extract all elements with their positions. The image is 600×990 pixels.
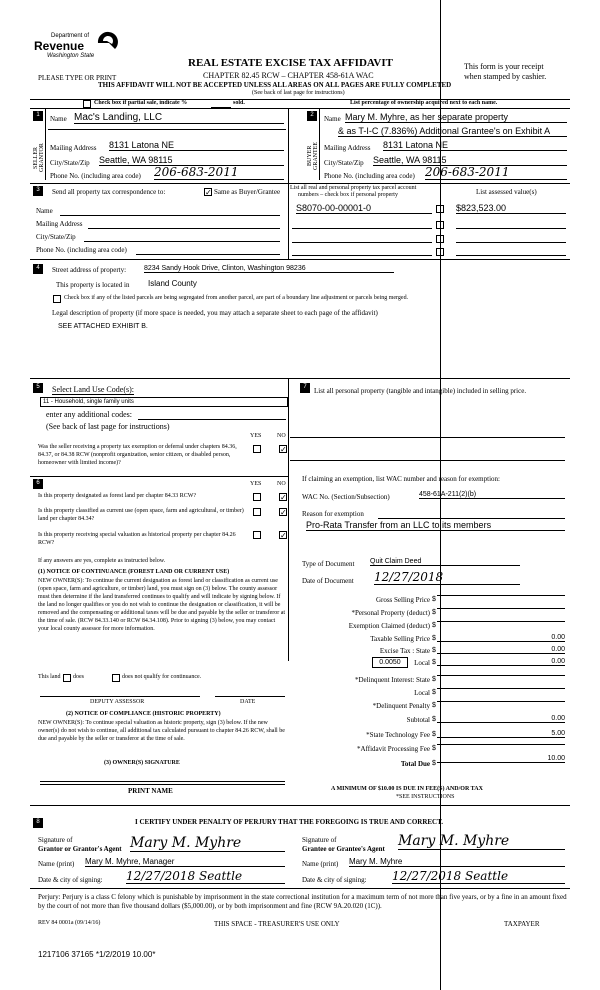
form-warning: THIS AFFIDAVIT WILL NOT BE ACCEPTED UNLESS ALL AREAS ON ALL PAGES ARE FULLY COMPLETED	[98, 81, 452, 89]
dor-logo-icon	[95, 28, 121, 54]
seller-mailing[interactable]: 8131 Latona NE	[109, 140, 284, 151]
fee-row-label: *Affidavit Processing Fee	[357, 745, 430, 753]
fee-dollar-sign: $	[432, 676, 436, 683]
partial-sale-checkbox[interactable]	[83, 100, 91, 108]
notice2-title: (2) NOTICE OF COMPLIANCE (HISTORIC PROPERTY)	[66, 711, 221, 717]
parcel-number[interactable]: S8070-00-00001-0	[296, 203, 432, 214]
fee-row-label: Local	[414, 689, 430, 697]
name-grantee-label: Name (print)	[302, 860, 339, 868]
land-does-not-label: does not qualify for continuance.	[122, 674, 202, 680]
wac-number[interactable]: 458-61A-211(2)(b)	[419, 491, 565, 499]
s1-city-label: City/State/Zip	[50, 159, 90, 167]
grantor-print-name[interactable]: Mary M. Myhre, Manager	[85, 857, 285, 867]
fee-dollar-sign: $	[432, 635, 436, 642]
s6-if-any: If any answers are yes, complete as instructed below.	[38, 558, 166, 564]
section-7-number: 7	[300, 383, 310, 393]
s2-city-label: City/State/Zip	[324, 159, 364, 167]
fee-dollar-sign: $	[432, 609, 436, 616]
fee-dollar-sign: $	[432, 745, 436, 752]
dept-state: Washington State	[47, 53, 95, 59]
s5-question-1: Was the seller receiving a property tax exemption or deferral under chapters 84.36, 84.37, or 84.38 RCW (nonprofit organization, senior citizen, or disabled person, homeowner with limited income)?	[38, 444, 237, 466]
fee-row-label: Subtotal	[406, 716, 430, 724]
seller-phone[interactable]: 206-683-2011	[154, 165, 284, 180]
fee-row-value[interactable]: 5.00	[437, 730, 565, 738]
legal-value[interactable]: SEE ATTACHED EXHIBIT B.	[58, 323, 148, 330]
legal-label: Legal description of property (if more space is needed, you may attach a separate sheet to each page of the affidavit)	[52, 309, 378, 317]
buyer-phone[interactable]: 206-683-2011	[425, 165, 567, 180]
fee-dollar-sign: $	[432, 760, 436, 767]
fee-row-value[interactable]: 10.00	[437, 755, 565, 763]
fee-dollar-sign: $	[432, 647, 436, 654]
notice2-text: NEW OWNER(S): To continue special valuation as historic property, sign (3) below. If the new owner(s) do not wish to continue, all additional tax calculated pursuant to chapter 84.26 RCW, shall be due and payable by the seller or transferor at the time of sale.	[38, 720, 285, 742]
fee-row-label: Gross Selling Price	[375, 596, 430, 604]
see-instructions: *SEE INSTRUCTIONS	[396, 794, 455, 800]
sold-label: sold.	[233, 100, 245, 106]
assessed-value[interactable]: $823,523.00	[456, 203, 566, 214]
fee-row-value[interactable]	[437, 701, 565, 702]
doc-type[interactable]: Quit Claim Deed	[370, 558, 520, 566]
street-address[interactable]: 8234 Sandy Hook Drive, Clinton, Washington 98236	[144, 265, 394, 273]
section-1-number: 1	[33, 111, 43, 121]
s5-q1-yes[interactable]	[253, 445, 261, 453]
fee-row-label: Excise Tax : State	[379, 647, 430, 655]
same-as-buyer-label: Same as Buyer/Grantee	[214, 188, 281, 196]
date-grantor-label: Date & city of signing:	[38, 876, 103, 884]
fee-row-value[interactable]	[437, 608, 565, 609]
fee-row-value[interactable]	[437, 675, 565, 676]
wac-label: WAC No. (Section/Subsection)	[302, 493, 390, 501]
grantor-signature[interactable]: Mary M. Myhre	[130, 835, 285, 852]
fee-row-label: Taxable Selling Price	[370, 635, 430, 643]
buyer-side-label: BUYER GRANTEE	[307, 142, 319, 170]
form-revision: REV 84 0001a (09/14/16)	[38, 920, 101, 926]
s6-q1-no[interactable]: ✓	[280, 493, 287, 502]
fee-dollar-sign: $	[432, 689, 436, 696]
fee-row-value[interactable]	[437, 688, 565, 689]
fee-row-value[interactable]: 0.00	[437, 658, 565, 666]
dept-line1: Department of	[51, 33, 90, 39]
fee-row-label: Exemption Claimed (deduct)	[348, 622, 430, 630]
s1-phone-label: Phone No. (including area code)	[50, 172, 141, 180]
fee-row-value[interactable]: 0.00	[437, 634, 565, 642]
fee-dollar-sign: $	[432, 716, 436, 723]
fee-row-value[interactable]	[437, 744, 565, 745]
partial-sale-label: Check box if partial sale, indicate %	[94, 100, 188, 106]
s6-question-1: Is this property designated as forest land per chapter 84.33 RCW?	[38, 493, 197, 499]
fee-row-label: Local	[414, 659, 430, 667]
s2-name-label: Name	[324, 115, 341, 123]
fee-row-value[interactable]	[437, 595, 565, 596]
s5-see-back: (See back of last page for instructions)	[46, 422, 170, 431]
fee-row-label: *Personal Property (deduct)	[351, 609, 430, 617]
s2-phone-label: Phone No. (including area code)	[324, 172, 415, 180]
sig-grantee-label-1: Signature of	[302, 836, 337, 844]
seller-name[interactable]: Mac's Landing, LLC	[74, 112, 284, 124]
dept-revenue: Revenue	[34, 39, 85, 53]
s6-q2-yes[interactable]	[253, 508, 261, 516]
fee-dollar-sign: $	[432, 622, 436, 629]
county-value[interactable]: Island County	[148, 279, 197, 288]
local-rate[interactable]: 0.0050	[372, 657, 408, 668]
fee-row-value[interactable]	[437, 621, 565, 622]
fee-row-label: *State Technology Fee	[366, 731, 430, 739]
s6-question-2: Is this property classified as current use (open space, farm and agricultural, or timber) land per chapter 84.34?	[38, 508, 244, 522]
s2-mail-label: Mailing Address	[324, 144, 371, 152]
notice1-text: NEW OWNER(S): To continue the current designation as forest land or classification as current use (open space, farm and agriculture, or timber) land, you must sign on (3) below. The county assessor must then determine if the land transferred continues to qualify and will indicate by signing below. If the land no longer qualifies or you do not wish to continue the designation or classification, it will be removed and the compensating or additional taxes will be due and payable by the seller or transferor at the time of sale. (RCW 84.33.140 or RCW 84.34.108). Prior to signing (3) below, you may contact your local county assessor for more information.	[38, 578, 286, 632]
section-2-number: 2	[307, 111, 317, 121]
section-4-number: 4	[33, 264, 43, 274]
owner-signature: (3) OWNER(S) SIGNATURE	[104, 760, 180, 766]
taxpayer-label: TAXPAYER	[504, 920, 540, 928]
this-land-label: This land	[38, 674, 61, 680]
buyer-city[interactable]: Seattle, WA 98115	[373, 155, 567, 166]
land-use-label: Select Land Use Code(s):	[52, 385, 134, 394]
s1-mail-label: Mailing Address	[50, 144, 97, 152]
doc-date-label: Date of Document	[302, 577, 354, 585]
receipt-1: This form is your receipt	[464, 62, 544, 71]
sig-grantee-label-2: Grantee or Grantee's Agent	[302, 845, 385, 853]
fee-row-label: *Delinquent Interest: State	[354, 676, 430, 684]
s3-mail-label: Mailing Address	[36, 220, 83, 228]
minimum-due: A MINIMUM OF $10.00 IS DUE IN FEE(S) AND/OR TAX	[331, 786, 483, 792]
land-does-not-checkbox[interactable]	[112, 674, 120, 682]
segregate-checkbox[interactable]	[53, 295, 61, 303]
assessed-head: List assessed value(s)	[476, 188, 537, 196]
buyer-name-2[interactable]: & as T-I-C (7.836%) Additional Grantee's on Exhibit A	[338, 126, 567, 137]
county-label: This property is located in	[56, 281, 130, 289]
sig-grantor-label-1: Signature of	[38, 836, 73, 844]
s1-name-label: Name	[50, 115, 67, 123]
print-name: PRINT NAME	[128, 787, 173, 795]
fee-row-value[interactable]: 0.00	[437, 715, 565, 723]
s6-yes: YES	[250, 481, 262, 487]
fee-dollar-sign: $	[432, 659, 436, 666]
treasurer-use: THIS SPACE - TREASURER'S USE ONLY	[214, 920, 340, 928]
name-grantor-label: Name (print)	[38, 860, 75, 868]
form-title: REAL ESTATE EXCISE TAX AFFIDAVIT	[188, 57, 393, 69]
grantee-signature[interactable]: Mary M. Myhre	[398, 833, 565, 850]
seller-city[interactable]: Seattle, WA 98115	[99, 155, 284, 166]
doc-type-label: Type of Document	[302, 560, 355, 568]
s6-q3-no[interactable]: ✓	[280, 531, 287, 540]
sig-grantor-label-2: Grantor or Grantor's Agent	[38, 845, 122, 853]
deputy-assessor: DEPUTY ASSESSOR	[90, 699, 145, 705]
s6-no: NO	[277, 481, 286, 487]
parcel-head-2: numbers – check box if personal property	[298, 192, 398, 198]
fee-row-label: Total Due	[400, 760, 430, 768]
s3-phone-label: Phone No. (including area code)	[36, 246, 127, 254]
segregate-label: Check box if any of the listed parcels are being segregated from another parcel, are part of a boundary line adjustment or parcels being merged.	[64, 295, 409, 301]
s3-name-label: Name	[36, 207, 53, 215]
street-label: Street address of property:	[52, 266, 127, 274]
grantee-date-city[interactable]: 12/27/2018 Seattle	[392, 869, 565, 884]
personal-property-label: List all personal property (tangible and intangible) included in selling price.	[314, 387, 527, 395]
section-6-number: 6	[33, 479, 43, 489]
s6-q3-yes[interactable]	[253, 531, 261, 539]
parcel-head-1: List all real and personal property tax parcel account	[290, 185, 417, 191]
land-does-label: does	[73, 674, 84, 680]
buyer-name-1[interactable]: Mary M. Myhre, as her separate property	[345, 112, 567, 123]
s6-q1-yes[interactable]	[253, 493, 261, 501]
additional-codes-label: enter any additional codes:	[46, 410, 132, 419]
s3-city-label: City/State/Zip	[36, 233, 76, 241]
date-grantee-label: Date & city of signing:	[302, 876, 367, 884]
buyer-mailing[interactable]: 8131 Latona NE	[383, 140, 567, 151]
deputy-date: DATE	[240, 699, 256, 705]
section-5-number: 5	[33, 383, 43, 393]
doc-date[interactable]: 12/27/2018	[374, 570, 520, 585]
fee-dollar-sign: $	[432, 596, 436, 603]
notice1-title: (1) NOTICE OF CONTINUANCE (FOREST LAND OR CURRENT USE)	[38, 569, 230, 575]
s5-no: NO	[277, 433, 286, 439]
reason-label: Reason for exemption	[302, 510, 364, 518]
land-does-checkbox[interactable]	[63, 674, 71, 682]
form-chapter: CHAPTER 82.45 RCW – CHAPTER 458-61A WAC	[203, 71, 374, 80]
please-type: PLEASE TYPE OR PRINT	[38, 74, 117, 82]
receipt-2: when stamped by cashier.	[464, 72, 547, 81]
same-as-buyer-checkbox[interactable]: ✓	[205, 188, 212, 197]
s6-q2-no[interactable]: ✓	[280, 508, 287, 517]
section-8-number: 8	[33, 818, 43, 828]
fee-row-label: *Delinquent Penalty	[372, 702, 430, 710]
exemption-reason[interactable]: Pro-Rata Transfer from an LLC to its members	[306, 520, 565, 531]
certify-statement: I CERTIFY UNDER PENALTY OF PERJURY THAT THE FOREGOING IS TRUE AND CORRECT.	[135, 818, 444, 826]
fee-dollar-sign: $	[432, 731, 436, 738]
ownership-title: List percentage of ownership acquired next to each name.	[350, 100, 498, 106]
s5-yes: YES	[250, 433, 262, 439]
grantor-date-city[interactable]: 12/27/2018 Seattle	[126, 869, 285, 884]
section-3-number: 3	[33, 186, 43, 196]
perjury-notice: Perjury: Perjury is a class C felony which is punishable by imprisonment in the state correctional institution for a maximum term of not more than five years, or by a fine in an amount fixed by the court of not more than five thousand dollars ($5,000.00), or by both imprisonment and fine (RCW 9A.20.020 (1C)).	[38, 893, 567, 910]
s5-q1-no[interactable]: ✓	[280, 445, 287, 454]
fee-row-value[interactable]: 0.00	[437, 646, 565, 654]
s6-question-3: Is this property receiving special valuation as historical property per chapter 84.26 RCW?	[38, 532, 236, 546]
form-see-back: (See back of last page for instructions)	[252, 90, 345, 96]
grantee-print-name[interactable]: Mary M. Myhre	[349, 857, 565, 867]
send-correspondence-label: Send all property tax correspondence to:	[52, 188, 166, 196]
exemption-claim-label: If claiming an exemption, list WAC number and reason for exemption:	[302, 475, 500, 483]
recording-stamp: 1217106 37165 *1/2/2019 10.00*	[38, 950, 156, 959]
land-use-select[interactable]: 11 - Household, single family units	[40, 397, 288, 407]
seller-side-label: SELLER GRANTOR	[33, 143, 45, 173]
fee-dollar-sign: $	[432, 702, 436, 709]
